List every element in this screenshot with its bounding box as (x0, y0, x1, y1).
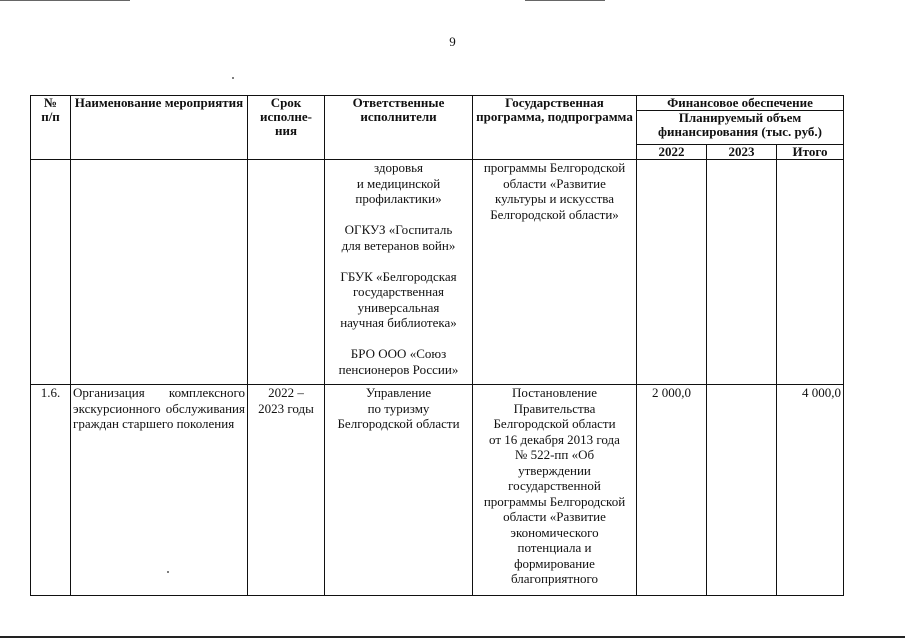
term-line: 2023 годы (258, 400, 314, 416)
activities-table (30, 95, 844, 596)
executor-line: по туризму (367, 400, 430, 416)
table-row (31, 385, 844, 596)
header-term: Срок исполне- ния (248, 96, 325, 160)
program-line: № 522-пп «Об (514, 447, 595, 462)
executor-line: научная библиотека» (340, 315, 457, 330)
cell-executors (325, 385, 473, 596)
program-line: потенциала и (517, 540, 592, 555)
cell-2023 (707, 385, 777, 596)
cell-program (473, 160, 637, 385)
scan-speck (232, 77, 234, 79)
cell-2022: 2 000,0 (637, 385, 707, 596)
executor-line: здоровья (373, 160, 424, 175)
line-gap (327, 331, 470, 347)
cell-2022 (637, 160, 707, 385)
header-name: Наименование мероприятия (71, 96, 248, 160)
cell-term (248, 160, 325, 385)
program-line: благоприятного (510, 571, 599, 586)
table-row (31, 160, 844, 385)
cell-name (71, 160, 248, 385)
page-number: 9 (449, 34, 456, 49)
cell-name: Организация комплексного экскурсионного обслуживания граждан старшего поколения (71, 385, 248, 596)
header-year-2023: 2023 (707, 145, 777, 160)
header-total: Итого (777, 145, 844, 160)
executor-line: Управление (365, 385, 432, 400)
program-line: Белгородской области» (490, 206, 619, 222)
program-line: программы Белгородской (483, 160, 626, 175)
line-gap (327, 207, 470, 223)
scan-edge-line (525, 0, 605, 1)
program-line: Постановление (512, 385, 597, 400)
program-line: от 16 декабря 2013 года (489, 431, 620, 447)
program-line: утверждении (518, 462, 591, 478)
executor-line: ГБУК «Белгородская (340, 268, 457, 284)
executor-line: государственная (353, 284, 444, 299)
cell-num: 1.6. (31, 385, 71, 596)
header-num: № п/п (31, 96, 71, 160)
program-line: экономического (510, 524, 599, 540)
executor-line: Белгородской области (337, 416, 460, 431)
header-executors: Ответственные исполнители (325, 96, 473, 160)
executor-line: универсальная (357, 299, 440, 315)
header-year-2022: 2022 (637, 145, 707, 160)
scan-edge-line (0, 636, 905, 638)
cell-total (777, 160, 844, 385)
program-line: государственной (508, 478, 601, 493)
program-line: Правительства (513, 400, 596, 416)
program-line: программы Белгородской (483, 493, 626, 509)
cell-executors (325, 160, 473, 385)
header-planned-volume: Планируемый объем финансирования (тыс. руб.) (637, 111, 844, 145)
executor-line: пенсионеров России» (338, 361, 459, 377)
cell-num (31, 160, 71, 385)
header-financing: Финансовое обеспечение (637, 96, 844, 111)
term-line: 2022 – (268, 385, 304, 400)
program-line: области «Развитие (503, 509, 606, 524)
cell-term (248, 385, 325, 596)
cell-program (473, 385, 637, 596)
program-line: области «Развитие (503, 175, 606, 191)
executor-line: ОГКУЗ «Госпиталь (344, 222, 453, 237)
executor-line: для ветеранов войн» (341, 237, 456, 253)
program-line: формирование (514, 555, 595, 571)
program-line: Белгородской области (493, 416, 616, 431)
program-line: культуры и искусства (495, 191, 614, 206)
executor-line: и медицинской (356, 175, 441, 191)
cell-total: 4 000,0 (777, 385, 844, 596)
executor-line: профилактики» (355, 191, 442, 206)
line-gap (327, 253, 470, 269)
cell-2023 (707, 160, 777, 385)
executor-line: БРО ООО «Союз (350, 346, 447, 361)
header-program: Государственная программа, подпрограмма (473, 96, 637, 160)
scan-edge-line (0, 0, 130, 1)
